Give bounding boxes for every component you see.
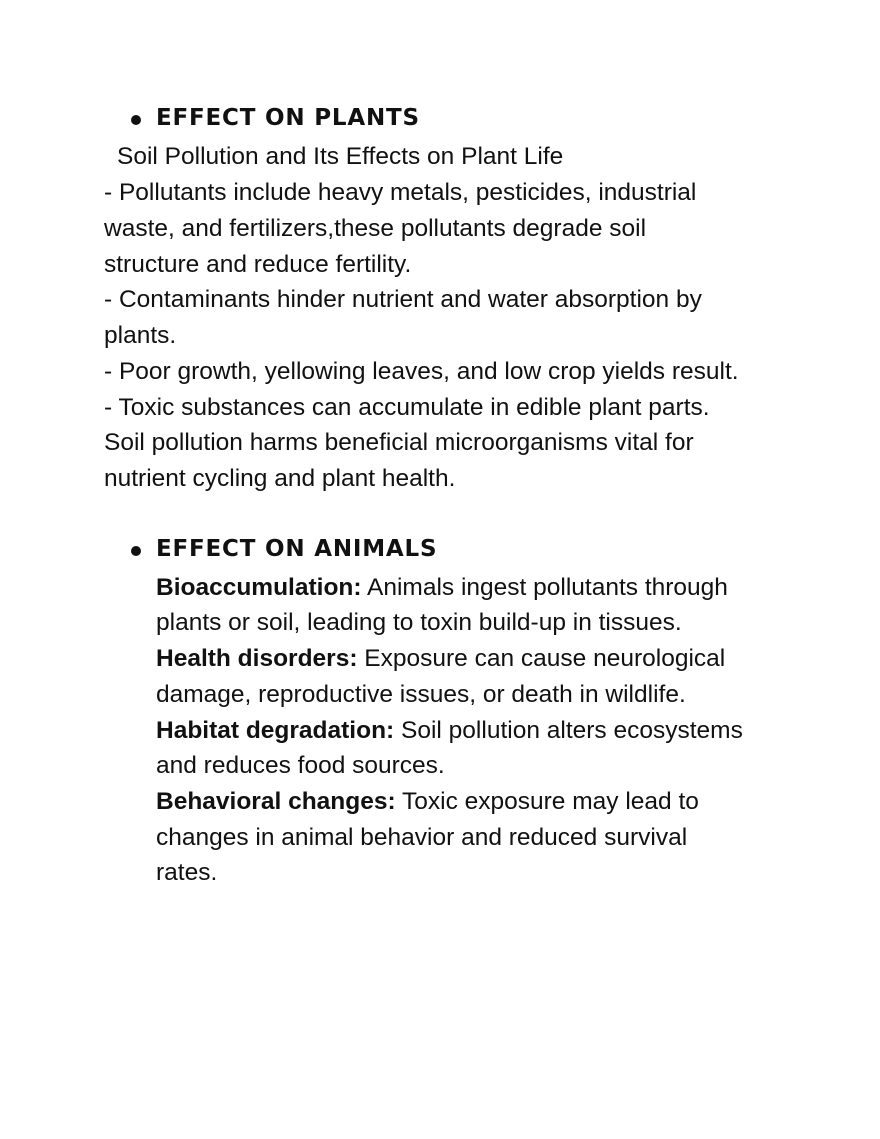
- plants-line: structure and reduce fertility.: [104, 251, 412, 278]
- plants-subtitle: Soil Pollution and Its Effects on Plant Life: [117, 143, 564, 170]
- plants-line: Soil pollution harms beneficial microorganisms vital for: [104, 429, 694, 456]
- animal-effect-term: Health disorders:: [156, 645, 358, 672]
- bullet-icon: [131, 546, 141, 556]
- animal-effect-item: [156, 713, 743, 749]
- bullet-icon: [131, 115, 141, 125]
- animal-effect-text: Soil pollution alters ecosystems: [394, 717, 743, 744]
- plants-line: - Contaminants hinder nutrient and water absorption by: [104, 286, 702, 313]
- animal-effect-term: Habitat degradation:: [156, 717, 395, 744]
- plants-line: plants.: [104, 322, 177, 349]
- animal-effect-item: [156, 784, 699, 820]
- animal-effect-text: plants or soil, leading to toxin build-up in tissues.: [156, 609, 682, 636]
- animals-heading: [131, 536, 437, 562]
- animal-effect-text: Exposure can cause neurological: [357, 645, 726, 672]
- animal-effect-text: and reduces food sources.: [156, 752, 445, 779]
- animals-heading-text: EFFECT ON ANIMALS: [156, 536, 438, 562]
- animal-effect-text: changes in animal behavior and reduced survival: [156, 824, 688, 851]
- animal-effect-item: [156, 570, 728, 606]
- plants-line: - Poor growth, yellowing leaves, and low crop yields result.: [104, 358, 739, 385]
- plants-line: - Pollutants include heavy metals, pesticides, industrial: [104, 179, 697, 206]
- plants-heading: [131, 105, 420, 131]
- plants-line: nutrient cycling and plant health.: [104, 465, 456, 492]
- plants-line: waste, and fertilizers,these pollutants degrade soil: [104, 215, 647, 242]
- animal-effect-term: Bioaccumulation:: [156, 574, 362, 601]
- animal-effect-text: damage, reproductive issues, or death in wildlife.: [156, 681, 686, 708]
- plants-heading-text: EFFECT ON PLANTS: [156, 105, 420, 131]
- animal-effect-text: Toxic exposure may lead to: [395, 788, 699, 815]
- plants-line: - Toxic substances can accumulate in edible plant parts.: [104, 394, 710, 421]
- animal-effect-text: Animals ingest pollutants through: [361, 574, 728, 601]
- animal-effect-term: Behavioral changes:: [156, 788, 396, 815]
- animal-effect-item: [156, 641, 725, 677]
- animal-effect-text: rates.: [156, 859, 218, 886]
